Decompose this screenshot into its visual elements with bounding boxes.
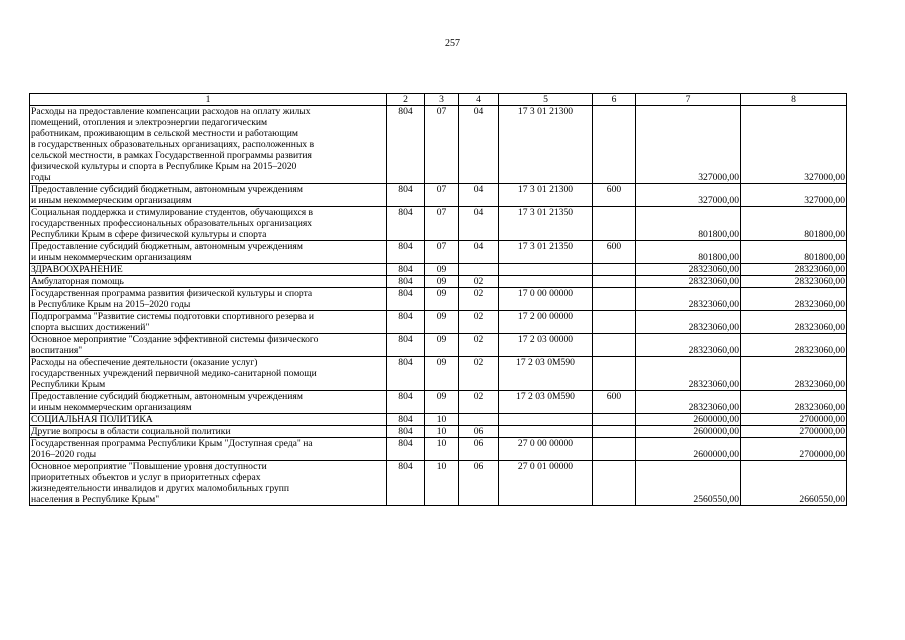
subsection-code-cell: 06 bbox=[459, 426, 499, 438]
target-article-cell: 17 3 01 21350 bbox=[499, 207, 593, 241]
header-cell: 2 bbox=[387, 94, 425, 106]
amount-col7-cell: 2560550,00 bbox=[636, 461, 741, 506]
ministry-code-cell: 804 bbox=[387, 438, 425, 461]
subsection-code-cell: 02 bbox=[459, 311, 499, 334]
expense-name-line: жизнедеятельности инвалидов и других маломобильных групп bbox=[31, 483, 290, 494]
section-code-cell: 07 bbox=[425, 207, 459, 241]
amount-col8-cell: 2700000,00 bbox=[741, 414, 847, 426]
expense-type-cell: 600 bbox=[593, 241, 636, 264]
expense-type-cell bbox=[593, 264, 636, 276]
subsection-code-cell: 02 bbox=[459, 357, 499, 391]
subsection-code-cell: 02 bbox=[459, 288, 499, 311]
amount-col7-cell: 327000,00 bbox=[636, 106, 741, 184]
section-code-cell: 09 bbox=[425, 357, 459, 391]
table-row bbox=[30, 461, 847, 506]
amount-col7-cell: 2600000,00 bbox=[636, 414, 741, 426]
ministry-code-cell: 804 bbox=[387, 184, 425, 207]
section-code-cell: 10 bbox=[425, 426, 459, 438]
expense-name-cell bbox=[30, 334, 387, 357]
target-article-cell: 17 0 00 00000 bbox=[499, 288, 593, 311]
table-row bbox=[30, 438, 847, 461]
subsection-code-cell: 02 bbox=[459, 391, 499, 414]
expense-type-cell: 600 bbox=[593, 391, 636, 414]
expense-name-line: Предоставление субсидий бюджетным, автономным учреждениям bbox=[31, 184, 303, 195]
expense-name-line: 2016–2020 годы bbox=[31, 449, 97, 460]
expense-name-cell bbox=[30, 426, 387, 438]
amount-col8-cell: 28323060,00 bbox=[741, 357, 847, 391]
expense-type-cell bbox=[593, 426, 636, 438]
expense-name-cell bbox=[30, 288, 387, 311]
section-code-cell: 07 bbox=[425, 184, 459, 207]
expense-name-line: помещений, отопления и электроэнергии педагогическим bbox=[31, 117, 268, 128]
section-code-cell: 10 bbox=[425, 414, 459, 426]
section-code-cell: 09 bbox=[425, 311, 459, 334]
expense-name-line: Социальная поддержка и стимулирование студентов, обучающихся в bbox=[31, 207, 314, 218]
amount-col7-cell: 28323060,00 bbox=[636, 276, 741, 288]
expense-name-line: Подпрограмма "Развитие системы подготовки спортивного резерва и bbox=[31, 311, 314, 322]
table-row bbox=[30, 391, 847, 414]
header-cell: 1 bbox=[30, 94, 387, 106]
expense-name-line: Расходы на обеспечение деятельности (оказание услуг) bbox=[31, 357, 258, 368]
header-cell: 5 bbox=[499, 94, 593, 106]
expense-name-cell bbox=[30, 357, 387, 391]
amount-col8-cell: 801800,00 bbox=[741, 241, 847, 264]
amount-col7-cell: 801800,00 bbox=[636, 241, 741, 264]
section-code-cell: 09 bbox=[425, 276, 459, 288]
ministry-code-cell: 804 bbox=[387, 414, 425, 426]
amount-col8-cell: 2660550,00 bbox=[741, 461, 847, 506]
amount-col7-cell: 327000,00 bbox=[636, 184, 741, 207]
amount-col7-cell: 28323060,00 bbox=[636, 391, 741, 414]
expense-name-line: Государственная программа Республики Крым "Доступная среда" на bbox=[31, 438, 313, 449]
table-row bbox=[30, 264, 847, 276]
header-cell: 4 bbox=[459, 94, 499, 106]
expense-type-cell bbox=[593, 334, 636, 357]
expense-name-line: Предоставление субсидий бюджетным, автономным учреждениям bbox=[31, 241, 303, 252]
subsection-code-cell: 04 bbox=[459, 184, 499, 207]
expense-name-line: приоритетных объектов и услуг в приоритетных сферах bbox=[31, 472, 261, 483]
ministry-code-cell: 804 bbox=[387, 334, 425, 357]
target-article-cell: 17 3 01 21300 bbox=[499, 184, 593, 207]
expense-name-line: Республики Крым bbox=[31, 379, 106, 390]
target-article-cell: 17 3 01 21300 bbox=[499, 106, 593, 184]
amount-col7-cell: 2600000,00 bbox=[636, 438, 741, 461]
subsection-code-cell: 04 bbox=[459, 106, 499, 184]
expense-name-line: спорта высших достижений" bbox=[31, 322, 150, 333]
subsection-code-cell: 02 bbox=[459, 276, 499, 288]
header-cell: 3 bbox=[425, 94, 459, 106]
amount-col7-cell: 801800,00 bbox=[636, 207, 741, 241]
table-row bbox=[30, 357, 847, 391]
table-row bbox=[30, 207, 847, 241]
expense-type-cell bbox=[593, 461, 636, 506]
expense-name-line: и иным некоммерческим организациям bbox=[31, 252, 192, 263]
expense-type-cell bbox=[593, 288, 636, 311]
subsection-code-cell: 04 bbox=[459, 207, 499, 241]
table-row bbox=[30, 334, 847, 357]
amount-col7-cell: 28323060,00 bbox=[636, 264, 741, 276]
amount-col8-cell: 2700000,00 bbox=[741, 438, 847, 461]
amount-col8-cell: 28323060,00 bbox=[741, 288, 847, 311]
ministry-code-cell: 804 bbox=[387, 311, 425, 334]
ministry-code-cell: 804 bbox=[387, 461, 425, 506]
table-row bbox=[30, 276, 847, 288]
expense-name-line: в Республике Крым на 2015–2020 годы bbox=[31, 299, 191, 310]
table-row bbox=[30, 311, 847, 334]
ministry-code-cell: 804 bbox=[387, 288, 425, 311]
section-code-cell: 07 bbox=[425, 241, 459, 264]
section-code-cell: 10 bbox=[425, 438, 459, 461]
expense-name-line: населения в Республике Крым" bbox=[31, 494, 160, 505]
section-code-cell: 09 bbox=[425, 334, 459, 357]
expense-name-cell bbox=[30, 184, 387, 207]
expense-type-cell bbox=[593, 276, 636, 288]
target-article-cell: 17 2 03 0М590 bbox=[499, 391, 593, 414]
ministry-code-cell: 804 bbox=[387, 264, 425, 276]
expense-name-line: годы bbox=[31, 172, 51, 183]
ministry-code-cell: 804 bbox=[387, 357, 425, 391]
table-row bbox=[30, 241, 847, 264]
page-number: 257 bbox=[445, 38, 460, 49]
expense-type-cell bbox=[593, 414, 636, 426]
expense-type-cell: 600 bbox=[593, 184, 636, 207]
expense-name-line: Амбулаторная помощь bbox=[31, 276, 124, 287]
expense-name-line: и иным некоммерческим организациям bbox=[31, 195, 192, 206]
target-article-cell bbox=[499, 426, 593, 438]
expense-name-line: Предоставление субсидий бюджетным, автономным учреждениям bbox=[31, 391, 303, 402]
expense-name-line: и иным некоммерческим организациям bbox=[31, 402, 192, 413]
expense-name-cell bbox=[30, 207, 387, 241]
header-cell: 7 bbox=[636, 94, 741, 106]
table-row bbox=[30, 184, 847, 207]
expense-type-cell bbox=[593, 207, 636, 241]
expense-type-cell bbox=[593, 438, 636, 461]
budget-table bbox=[29, 93, 847, 506]
ministry-code-cell: 804 bbox=[387, 207, 425, 241]
amount-col7-cell: 28323060,00 bbox=[636, 334, 741, 357]
ministry-code-cell: 804 bbox=[387, 426, 425, 438]
header-cell: 8 bbox=[741, 94, 847, 106]
table-row bbox=[30, 426, 847, 438]
target-article-cell: 27 0 00 00000 bbox=[499, 438, 593, 461]
expense-type-cell bbox=[593, 357, 636, 391]
expense-name-cell bbox=[30, 264, 387, 276]
section-code-cell: 09 bbox=[425, 288, 459, 311]
expense-name-line: работникам, проживающим в сельской местности и работающим bbox=[31, 128, 298, 139]
amount-col8-cell: 327000,00 bbox=[741, 106, 847, 184]
target-article-cell bbox=[499, 276, 593, 288]
header-row bbox=[30, 94, 847, 106]
ministry-code-cell: 804 bbox=[387, 241, 425, 264]
amount-col8-cell: 2700000,00 bbox=[741, 426, 847, 438]
section-code-cell: 09 bbox=[425, 264, 459, 276]
amount-col7-cell: 28323060,00 bbox=[636, 311, 741, 334]
expense-name-cell bbox=[30, 438, 387, 461]
expense-name-line: в государственных образовательных организациях, расположенных в bbox=[31, 139, 315, 150]
expense-name-line: Основное мероприятие "Создание эффективной системы физического bbox=[31, 334, 319, 345]
section-code-cell: 10 bbox=[425, 461, 459, 506]
expense-name-cell bbox=[30, 461, 387, 506]
target-article-cell: 27 0 01 00000 bbox=[499, 461, 593, 506]
subsection-code-cell: 02 bbox=[459, 334, 499, 357]
amount-col8-cell: 28323060,00 bbox=[741, 311, 847, 334]
expense-name-line: Государственная программа развития физической культуры и спорта bbox=[31, 288, 313, 299]
target-article-cell bbox=[499, 414, 593, 426]
expense-name-line: государственных учреждений первичной медико-санитарной помощи bbox=[31, 368, 317, 379]
table-row bbox=[30, 288, 847, 311]
subsection-code-cell bbox=[459, 414, 499, 426]
ministry-code-cell: 804 bbox=[387, 106, 425, 184]
section-code-cell: 09 bbox=[425, 391, 459, 414]
expense-name-line: Расходы на предоставление компенсации расходов на оплату жилых bbox=[31, 106, 311, 117]
expense-name-line: Другие вопросы в области социальной политики bbox=[31, 426, 231, 437]
subsection-code-cell: 04 bbox=[459, 241, 499, 264]
subsection-code-cell bbox=[459, 264, 499, 276]
expense-name-cell bbox=[30, 241, 387, 264]
expense-name-line: ЗДРАВООХРАНЕНИЕ bbox=[31, 264, 123, 275]
subsection-code-cell: 06 bbox=[459, 461, 499, 506]
expense-name-line: сельской местности, в рамках Государственной программы развития bbox=[31, 150, 312, 161]
amount-col7-cell: 2600000,00 bbox=[636, 426, 741, 438]
amount-col8-cell: 28323060,00 bbox=[741, 276, 847, 288]
expense-name-line: Республики Крым в сфере физической культуры и спорта bbox=[31, 229, 267, 240]
ministry-code-cell: 804 bbox=[387, 276, 425, 288]
amount-col8-cell: 28323060,00 bbox=[741, 391, 847, 414]
amount-col7-cell: 28323060,00 bbox=[636, 357, 741, 391]
expense-name-cell bbox=[30, 276, 387, 288]
target-article-cell: 17 2 00 00000 bbox=[499, 311, 593, 334]
target-article-cell bbox=[499, 264, 593, 276]
section-code-cell: 07 bbox=[425, 106, 459, 184]
amount-col8-cell: 327000,00 bbox=[741, 184, 847, 207]
expense-name-cell bbox=[30, 311, 387, 334]
table-row bbox=[30, 106, 847, 184]
target-article-cell: 17 2 03 00000 bbox=[499, 334, 593, 357]
expense-name-line: СОЦИАЛЬНАЯ ПОЛИТИКА bbox=[31, 414, 153, 425]
target-article-cell: 17 2 03 0М590 bbox=[499, 357, 593, 391]
expense-name-cell bbox=[30, 391, 387, 414]
amount-col8-cell: 28323060,00 bbox=[741, 264, 847, 276]
expense-type-cell bbox=[593, 311, 636, 334]
table-row bbox=[30, 414, 847, 426]
expense-name-line: Основное мероприятие "Повышение уровня доступности bbox=[31, 461, 267, 472]
expense-name-cell bbox=[30, 414, 387, 426]
expense-name-line: физической культуры и спорта в Республике Крым на 2015–2020 bbox=[31, 161, 297, 172]
expense-type-cell bbox=[593, 106, 636, 184]
amount-col8-cell: 801800,00 bbox=[741, 207, 847, 241]
target-article-cell: 17 3 01 21350 bbox=[499, 241, 593, 264]
expense-name-line: государственных профессиональных образовательных организациях bbox=[31, 218, 313, 229]
header-cell: 6 bbox=[593, 94, 636, 106]
subsection-code-cell: 06 bbox=[459, 438, 499, 461]
expense-name-cell bbox=[30, 106, 387, 184]
amount-col8-cell: 28323060,00 bbox=[741, 334, 847, 357]
expense-name-line: воспитания" bbox=[31, 345, 83, 356]
amount-col7-cell: 28323060,00 bbox=[636, 288, 741, 311]
ministry-code-cell: 804 bbox=[387, 391, 425, 414]
